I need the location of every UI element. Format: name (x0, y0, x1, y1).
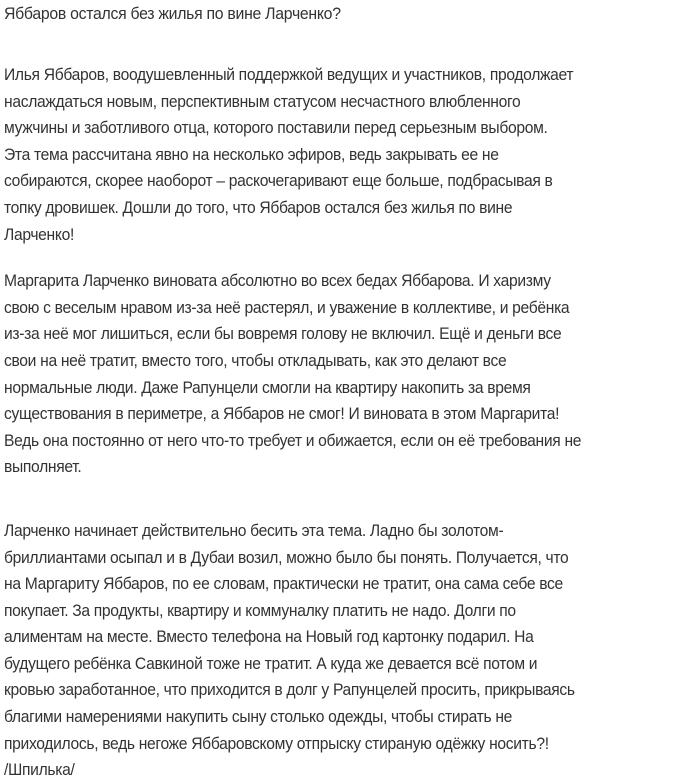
text-line: мужчины и заботливого отца, которого поставили перед серьезным выбором. (4, 118, 548, 138)
text-line: выполняет. (4, 457, 82, 477)
text-line: нормальные люди. Даже Рапунцели смогли на квартиру накопить за время (4, 377, 531, 397)
paragraph-2 (4, 268, 695, 481)
text-line: Ведь она постоянно от него что-то требует и обижается, если он её требования не (4, 430, 582, 450)
text-line: наслаждаться новым, перспективным статусом несчастного влюбленного (4, 91, 521, 111)
text-line: топку дровишек. Дошли до того, что Яббаров остался без жилья по вине (4, 197, 513, 217)
text-line: свою с веселым нравом из-за неё растерял, и уважение в коллективе, и ребёнка (4, 297, 570, 317)
text-line: из-за неё мог лишиться, если бы вовремя голову не включил. Ещё и деньги все (4, 324, 562, 344)
text-line: Ларченко! (4, 224, 74, 244)
text-line: покупает. За продукты, квартиру и коммуналку платить не надо. Долги по (4, 600, 516, 620)
text-line: Маргарита Ларченко виновата абсолютно во всех бедах Яббарова. И харизму (4, 271, 551, 291)
text-line: благими намерениями накупить сыну столько одежды, чтобы стирать не (4, 707, 513, 727)
text-line: собираются, скорее наоборот – раскочегаривают еще больше, подбрасывая в (4, 171, 553, 191)
article (0, 3, 699, 784)
text-line: кровью заработанное, что приходится в долг у Рапунцелей просить, прикрываясь (4, 680, 575, 700)
text-line: свои на неё тратит, вместо того, чтобы откладывать, как это делают все (4, 350, 507, 370)
text-line: бриллиантами осыпал и в Дубаи возил, можно было бы понять. Получается, что (4, 547, 569, 567)
text-line: существования в периметре, а Яббаров не смог! И виновата в этом Маргарита! (4, 404, 560, 424)
paragraph-3 (4, 518, 695, 784)
text-line: Эта тема рассчитана явно на несколько эфиров, ведь закрывать ее не (4, 144, 499, 164)
article-title: Яббаров остался без жилья по вине Ларченко? (4, 4, 341, 23)
text-line: Ларченко начинает действительно бесить эта тема. Ладно бы золотом- (4, 520, 504, 540)
text-line: алиментам на месте. Вместо телефона на Новый год картонку подарил. На (4, 627, 534, 647)
signature: /Шпилька/ (4, 760, 75, 780)
text-line: приходилось, ведь негоже Яббаровскому отпрыску стираную одёжку носить?! (4, 733, 549, 753)
text-line: Илья Яббаров, воодушевленный поддержкой ведущих и участников, продолжает (4, 65, 574, 84)
text-line: на Маргариту Яббаров, по ее словам, практически не тратит, она сама себе все (4, 574, 563, 594)
paragraph-1 (4, 62, 695, 248)
text-line: будущего ребёнка Савкиной тоже не тратит. А куда же девается всё потом и (4, 653, 538, 673)
